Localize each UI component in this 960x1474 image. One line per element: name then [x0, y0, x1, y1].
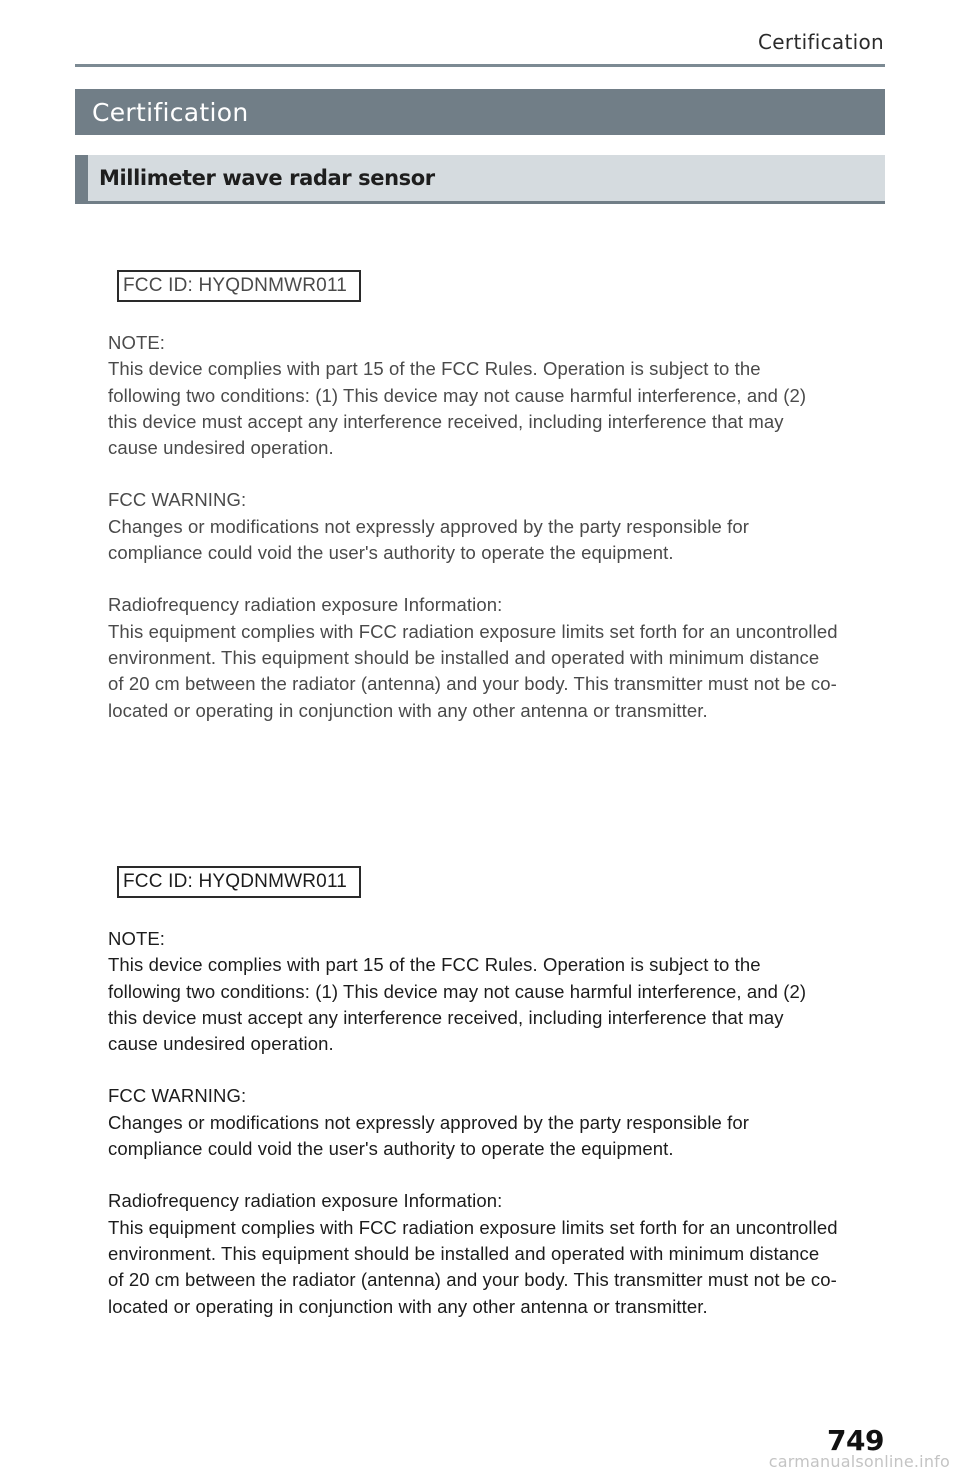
page-number: 749 — [827, 1424, 884, 1457]
warning-paragraph — [108, 487, 838, 566]
fcc-id-box: FCC ID: HYQDNMWR011 — [117, 866, 361, 898]
watermark-text: carmanualsonline.info — [768, 1452, 950, 1471]
subsection-title: Millimeter wave radar sensor — [99, 166, 435, 190]
section-title: Certification — [92, 97, 249, 127]
note-text: This device complies with part 15 of the FCC Rules. Operation is subject to the following two conditions: (1) This device may not cause harmful interference, and (2) this device must accept any interference received, including interference that may cause undesired operation. — [108, 358, 807, 459]
warning-heading: FCC WARNING: — [108, 489, 247, 511]
header-divider — [75, 64, 885, 67]
warning-paragraph — [108, 1083, 838, 1162]
rf-exposure-heading: Radiofrequency radiation exposure Information: — [108, 594, 503, 616]
section-heading-bar — [75, 89, 885, 135]
rf-exposure-heading: Radiofrequency radiation exposure Information: — [108, 1190, 503, 1212]
compliance-label-1 — [108, 270, 838, 724]
note-heading: NOTE: — [108, 332, 166, 353]
warning-text: Changes or modifications not expressly approved by the party responsible for compliance could void the user's authority to operate the equipment. — [108, 515, 750, 564]
rf-exposure-paragraph — [108, 1188, 838, 1319]
warning-heading: FCC WARNING: — [108, 1085, 247, 1107]
rf-exposure-text: This equipment complies with FCC radiation exposure limits set forth for an uncontrolled environment. This equipment should be installed and operated with minimum distance of 20 cm between the radiator (antenna) and your body. This transmitter must not be co-located or operating in conjunction with any other antenna or transmitter. — [108, 620, 838, 721]
rf-exposure-paragraph — [108, 592, 838, 723]
note-heading: NOTE: — [108, 928, 166, 949]
compliance-label-2 — [108, 866, 838, 1320]
rf-exposure-text: This equipment complies with FCC radiation exposure limits set forth for an uncontrolled environment. This equipment should be installed and operated with minimum distance of 20 cm between the radiator (antenna) and your body. This transmitter must not be co-located or operating in conjunction with any other antenna or transmitter. — [108, 1216, 838, 1317]
warning-text: Changes or modifications not expressly approved by the party responsible for compliance could void the user's authority to operate the equipment. — [108, 1111, 750, 1160]
running-header-title: Certification — [758, 30, 884, 54]
note-paragraph — [108, 330, 838, 461]
fcc-id-box: FCC ID: HYQDNMWR011 — [117, 270, 361, 302]
note-text: This device complies with part 15 of the FCC Rules. Operation is subject to the following two conditions: (1) This device may not cause harmful interference, and (2) this device must accept any interference received, including interference that may cause undesired operation. — [108, 954, 807, 1055]
subsection-heading-bar — [75, 155, 885, 204]
note-paragraph — [108, 926, 838, 1057]
